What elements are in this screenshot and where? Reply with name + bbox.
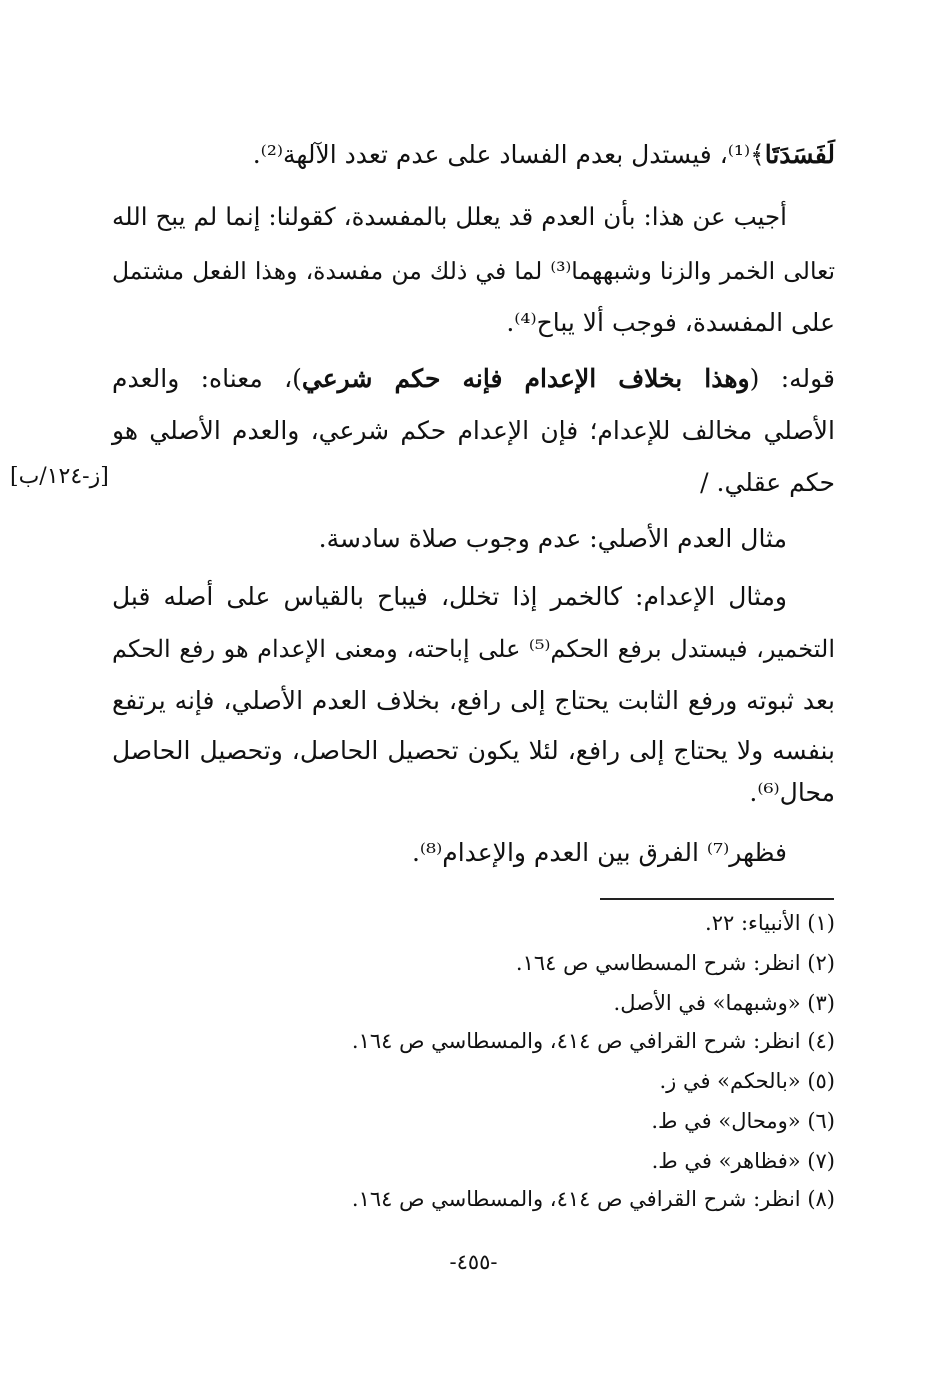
footnote-5: (٥) «بالحكم» في ز.	[659, 1069, 835, 1093]
text-line-9: ومثال الإعدام: كالخمر إذا تخلل، فيباح بالقياس على أصله قبل	[112, 582, 787, 611]
text-line-11: بعد ثبوته ورفع الثابت يحتاج إلى رافع، بخلاف العدم الأصلي، فإنه يرتفع	[112, 686, 835, 715]
text-line-7: حكم عقلي. /	[700, 468, 835, 497]
page-number: -٤٥٥-	[449, 1250, 498, 1274]
footnote-8: (٨) انظر: شرح القرافي ص ٤١٤، والمسطاسي ص ١٦٤.	[351, 1187, 835, 1211]
footnote-3: (٣) «وشبهما» في الأصل.	[613, 991, 835, 1015]
quoted-text: وهذا بخلاف الإعدام فإنه حكم شرعي	[301, 364, 750, 393]
footnote-4: (٤) انظر: شرح القرافي ص ٤١٤، والمسطاسي ص ١٦٤.	[351, 1029, 835, 1053]
margin-reference: [ز-١٢٤/ب]	[10, 464, 109, 489]
text-line-5: قوله: (وهذا بخلاف الإعدام فإنه حكم شرعي)، معناه: والعدم	[112, 364, 836, 393]
text-line-3: تعالى الخمر والزنا وشبههما⁽³⁾ لما في ذلك من مفسدة، وهذا الفعل مشتمل	[112, 257, 835, 285]
footnote-2: (٢) انظر: شرح المسطاسي ص ١٦٤.	[515, 951, 835, 975]
text-line-4: على المفسدة، فوجب ألا يباح⁽⁴⁾.	[506, 308, 835, 337]
footnote-separator	[600, 898, 834, 900]
quran-quote: لَفَسَدَتَا	[764, 140, 835, 169]
text-line-8: مثال العدم الأصلي: عدم وجوب صلاة سادسة.	[318, 524, 787, 553]
text-line-1: لَفَسَدَتَا﴾⁽¹⁾، فيستدل بعدم الفساد على عدم تعدد الآلهة⁽²⁾.	[252, 140, 835, 169]
footnote-7: (٧) «فظاهر» في ط.	[651, 1149, 835, 1173]
text-line-14: فظهر⁽⁷⁾ الفرق بين العدم والإعدام⁽⁸⁾.	[411, 838, 787, 867]
footnote-1: (١) الأنبياء: ٢٢.	[705, 911, 835, 935]
text-line-6: الأصلي مخالف للإعدام؛ فإن الإعدام حكم شرعي، والعدم الأصلي هو	[112, 416, 835, 445]
text-line-2: أجيب عن هذا: بأن العدم قد يعلل بالمفسدة، كقولنا: إنما لم يبح الله	[112, 202, 787, 231]
text-line-12: بنفسه ولا يحتاج إلى رافع، لئلا يكون تحصيل الحاصل، وتحصيل الحاصل	[112, 736, 835, 765]
text-line-10: التخمير، فيستدل برفع الحكم⁽⁵⁾ على إباحته، ومعنى الإعدام هو رفع الحكم	[112, 635, 836, 663]
text-line-13: محال⁽⁶⁾.	[749, 778, 835, 807]
footnote-6: (٦) «ومحال» في ط.	[651, 1109, 835, 1133]
